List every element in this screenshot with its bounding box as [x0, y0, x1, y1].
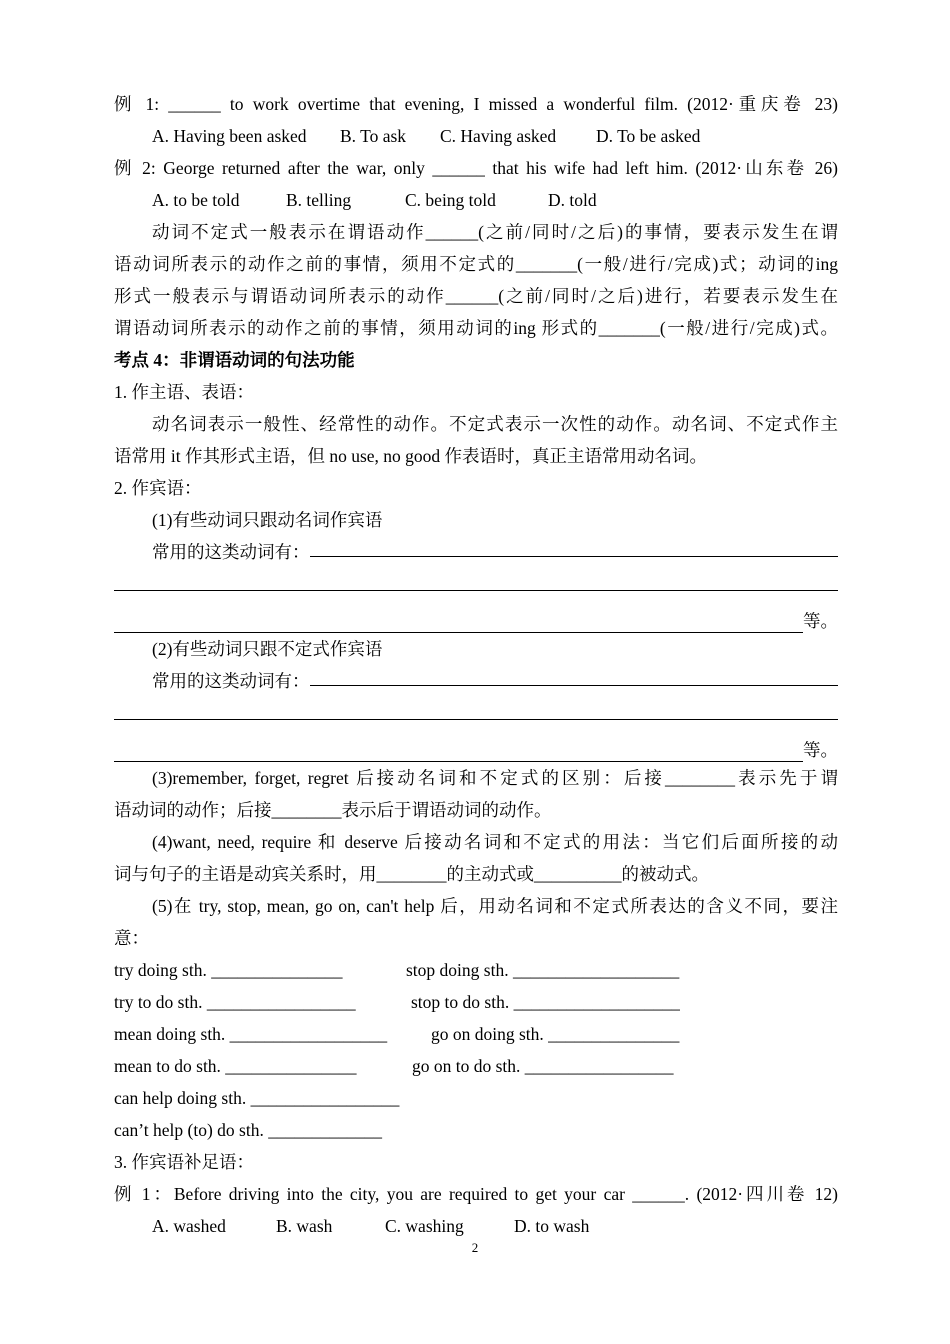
option-b: B. wash: [276, 1216, 333, 1236]
item-3-line: (3)remember, forget, regret 后接动名词和不定式的区别：后接________表示先于谓: [152, 768, 838, 788]
answer-line: [114, 610, 803, 633]
option-d: D. told: [548, 190, 597, 210]
cant-help-row: can’t help (to) do sth. _____________: [114, 1120, 382, 1140]
answer-line: [114, 697, 838, 720]
pair-left: try to do sth. _________________: [114, 992, 356, 1012]
item-4-line: 词与句子的主语是动宾关系时，用________的主动式或__________的被动式。: [114, 864, 709, 884]
rule-line: 谓语动词所表示的动作之前的事情，须用动词的ing 形式的_______(一般/进行/完成)式。: [114, 318, 838, 338]
option-b: B. telling: [286, 190, 352, 210]
item-5-line: 意：: [114, 928, 149, 948]
item-4-line: (4)want, need, require 和 deserve 后接动名词和不定式的用法：当它们后面所接的动: [152, 832, 838, 852]
option-c: C. being told: [405, 190, 496, 210]
subsection-title: 2. 作宾语：: [114, 478, 202, 498]
pair-row: [114, 1050, 838, 1082]
rule-line: 动词不定式一般表示在谓语动作______(之前/同时/之后)的事情，要表示发生在谓: [152, 222, 838, 242]
pair-left: mean doing sth. __________________: [114, 1024, 388, 1044]
subsection-title: 1. 作主语、表语：: [114, 382, 254, 402]
item-5-line: (5)在 try, stop, mean, go on, can't help 后，用动名词和不定式所表达的含义不同，要注: [152, 896, 838, 916]
option-c: C. Having asked: [440, 126, 557, 146]
pair-right: stop to do sth. ___________________: [411, 992, 680, 1012]
item-1-prompt: 常用的这类动词有：: [152, 542, 310, 562]
rule-line: 形式一般表示与谓语动词所表示的动作______(之前/同时/之后)进行，若要表示发生在: [114, 286, 838, 306]
answer-line-with-etc: [114, 601, 838, 633]
item-2-prompt: 常用的这类动词有：: [152, 671, 310, 691]
etc-label: 等。: [803, 740, 838, 760]
option-c: C. washing: [385, 1216, 464, 1236]
pair-right: stop doing sth. ___________________: [406, 960, 680, 980]
option-d: D. to wash: [514, 1216, 590, 1236]
paragraph-line: 语常用 it 作其形式主语，但 no use, no good 作表语时，真正主语常用动名词。: [114, 446, 708, 466]
answer-line: [114, 739, 803, 762]
example-3-options: [114, 1210, 838, 1242]
option-b: B. To ask: [340, 126, 407, 146]
pair-right: go on to do sth. _________________: [412, 1056, 674, 1076]
option-a: A. Having been asked: [152, 126, 307, 146]
example-2-options: [114, 184, 838, 216]
pair-row: [114, 954, 838, 986]
example-1-stem: 例 1: ______ to work overtime that evening, I missed a wonderful film. (2012·重庆卷 23): [114, 94, 838, 114]
item-1-prompt-row: [114, 536, 838, 568]
etc-label: 等。: [803, 611, 838, 631]
item-2-prompt-row: [114, 665, 838, 697]
document-page: [114, 88, 838, 1242]
can-help-row: can help doing sth. _________________: [114, 1088, 400, 1108]
pair-row: [114, 986, 838, 1018]
paragraph-line: 动名词表示一般性、经常性的动作。不定式表示一次性的动作。动名词、不定式作主: [152, 414, 838, 434]
item-2-heading: (2)有些动词只跟不定式作宾语: [152, 639, 383, 659]
pair-right: go on doing sth. _______________: [431, 1024, 680, 1044]
rule-line: 语动词所表示的动作之前的事情，须用不定式的_______(一般/进行/完成)式；动词的ing: [114, 254, 838, 274]
answer-line: [310, 536, 839, 557]
answer-line: [114, 568, 838, 591]
item-1-heading: (1)有些动词只跟动名词作宾语: [152, 510, 383, 530]
pair-left: mean to do sth. _______________: [114, 1056, 357, 1076]
item-3-line: 语动词的动作；后接________表示后于谓语动词的动作。: [114, 800, 552, 820]
example-2-stem: 例 2: George returned after the war, only ______ that his wife had left him. (2012·山东卷 26): [114, 158, 838, 178]
option-a: A. to be told: [152, 190, 240, 210]
option-d: D. To be asked: [596, 126, 701, 146]
page-number: 2: [471, 1240, 479, 1255]
pair-row: [114, 1018, 838, 1050]
example-1-options: [114, 120, 838, 152]
example-3-stem: 例 1：Before driving into the city, you are required to get your car ______. (2012·四川卷 12): [114, 1184, 838, 1204]
answer-line: [310, 665, 839, 686]
option-a: A. washed: [152, 1216, 226, 1236]
pair-left: try doing sth. _______________: [114, 960, 343, 980]
section-title: 考点 4：非谓语动词的句法功能: [114, 350, 355, 370]
answer-line-with-etc: [114, 730, 838, 762]
subsection-title: 3. 作宾语补足语：: [114, 1152, 254, 1172]
